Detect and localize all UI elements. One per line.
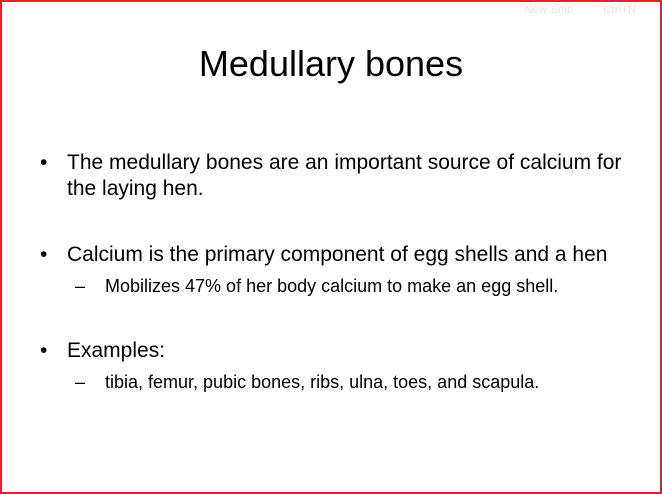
bullet-dot: • (40, 243, 48, 266)
bullet-dot: • (40, 339, 48, 362)
sub-bullet-item (75, 370, 638, 394)
bullet-list (38, 150, 638, 394)
slide-title: Medullary bones (198, 43, 464, 84)
sub-bullet-dash: – (75, 276, 86, 296)
sub-bullet-list (67, 274, 638, 298)
sub-bullet-dash: – (75, 372, 86, 392)
new-snip-label[interactable]: New Snip (524, 4, 574, 16)
sub-bullet-list (67, 370, 638, 394)
sub-bullet-item (75, 274, 638, 298)
bullet-dot: • (40, 151, 48, 174)
shortcut-label: Ctrl+N (603, 4, 636, 16)
bullet-text: The medullary bones are an important source of calcium for the laying hen. (67, 151, 622, 200)
bullet-item (38, 150, 638, 202)
bullet-text: Examples: (67, 339, 166, 362)
sub-bullet-text: Mobilizes 47% of her body calcium to make an egg shell. (105, 276, 559, 296)
bullet-item (38, 242, 638, 298)
snip-toolbar-overlay (525, 4, 636, 16)
bullet-item (38, 338, 638, 394)
bullet-text: Calcium is the primary component of egg shells and a hen (67, 243, 608, 266)
sub-bullet-text: tibia, femur, pubic bones, ribs, ulna, toes, and scapula. (105, 372, 540, 392)
